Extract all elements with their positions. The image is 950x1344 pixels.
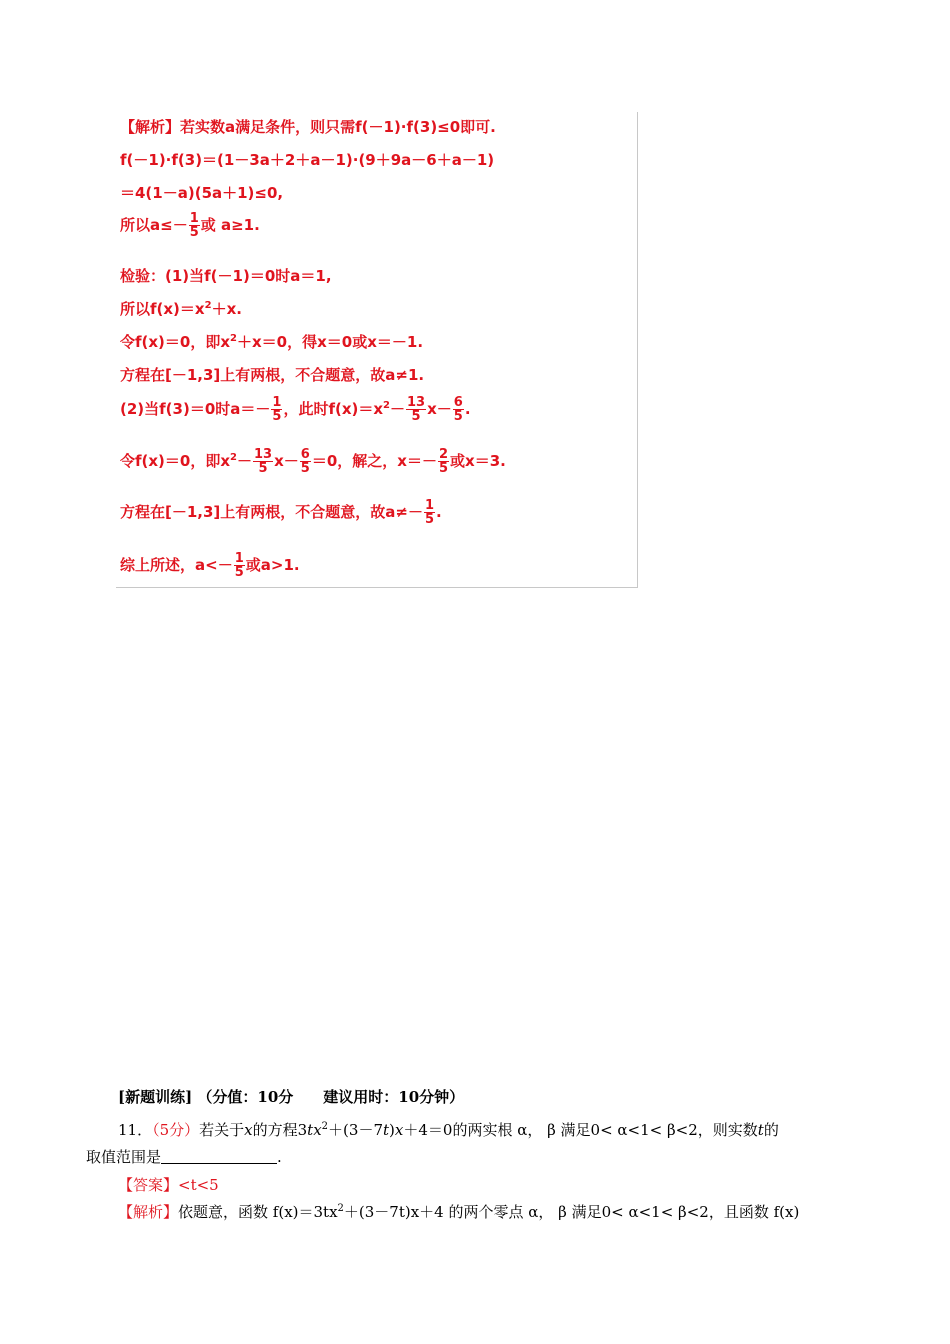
solution-line-7: 令f(x)＝0，即$x^2+x=0$，得x＝0或x＝－1.: [120, 333, 424, 351]
fraction: $\frac{1}{5}$: [234, 551, 244, 580]
fraction: $\frac{1}{5}$: [424, 498, 435, 527]
solution-line-4: 所以a≤－ $\frac{1}{5}$ 或 a≥1.: [120, 211, 260, 240]
solution-line-5: 检验：(1)当f(－1)＝0时a＝1,: [120, 267, 332, 285]
training-header: [新题训练] （分值：10分 建议用时：10分钟）: [118, 1088, 465, 1106]
solution-line-6: 所以$f(x)=x^2+x$.: [120, 300, 242, 318]
question-line-2: 取值范围是 .: [86, 1148, 282, 1166]
answer-line: 【答案】<t<5: [118, 1176, 219, 1194]
fraction: $\frac{13}{5}$: [407, 395, 426, 424]
solution-line-9: (2)当f(3)＝0时a＝－ $\frac{1}{5}$ ，此时$f(x)=x^2-$ $\frac{13}{5}$ x－ $\frac{6}{5}$ .: [120, 395, 471, 424]
question-line-1: 11．（5分）若关于x的方程$3tx^2+(3-7t)x+4=0$的两实根 α， β 满足0< α<1< β<2，则实数t的: [118, 1121, 779, 1139]
solution-line-1: 【解析】若实数a满足条件，则只需f(－1)·f(3)≤0即可.: [120, 118, 496, 136]
answer-blank: [161, 1149, 277, 1164]
solution-line-2: f(－1)·f(3)＝(1－3a＋2＋a－1)·(9＋9a－6＋a－1): [120, 151, 495, 169]
fraction: $\frac{13}{5}$: [254, 447, 273, 476]
fraction: $\frac{6}{5}$: [300, 447, 310, 476]
fraction: $\frac{6}{5}$: [453, 395, 463, 424]
solution-line-12: 综上所述，a<－ $\frac{1}{5}$ 或a>1.: [120, 551, 300, 580]
solution-line-11: 方程在[－1,3]上有两根，不合题意，故a≠－ $\frac{1}{5}$ .: [120, 498, 442, 527]
solution-line-3: ＝4(1－a)(5a＋1)≤0,: [120, 184, 284, 202]
solution-line-8: 方程在[－1,3]上有两根，不合题意，故a≠1.: [120, 366, 425, 384]
fraction: $\frac{1}{5}$: [189, 211, 199, 240]
analysis-line: 【解析】依题意，函数 $f(x)=3tx^2+(3-7t)x+4$ 的两个零点 α， β 满足0< α<1< β<2，且函数 f(x): [118, 1203, 800, 1221]
fraction: $\frac{2}{5}$: [438, 447, 449, 476]
fraction: $\frac{1}{5}$: [272, 395, 282, 424]
solution-line-10: 令f(x)＝0，即$x^2-$ $\frac{13}{5}$ x－ $\frac{6}{5}$ ＝0，解之，x＝－ $\frac{2}{5}$ 或x＝3.: [120, 447, 506, 476]
